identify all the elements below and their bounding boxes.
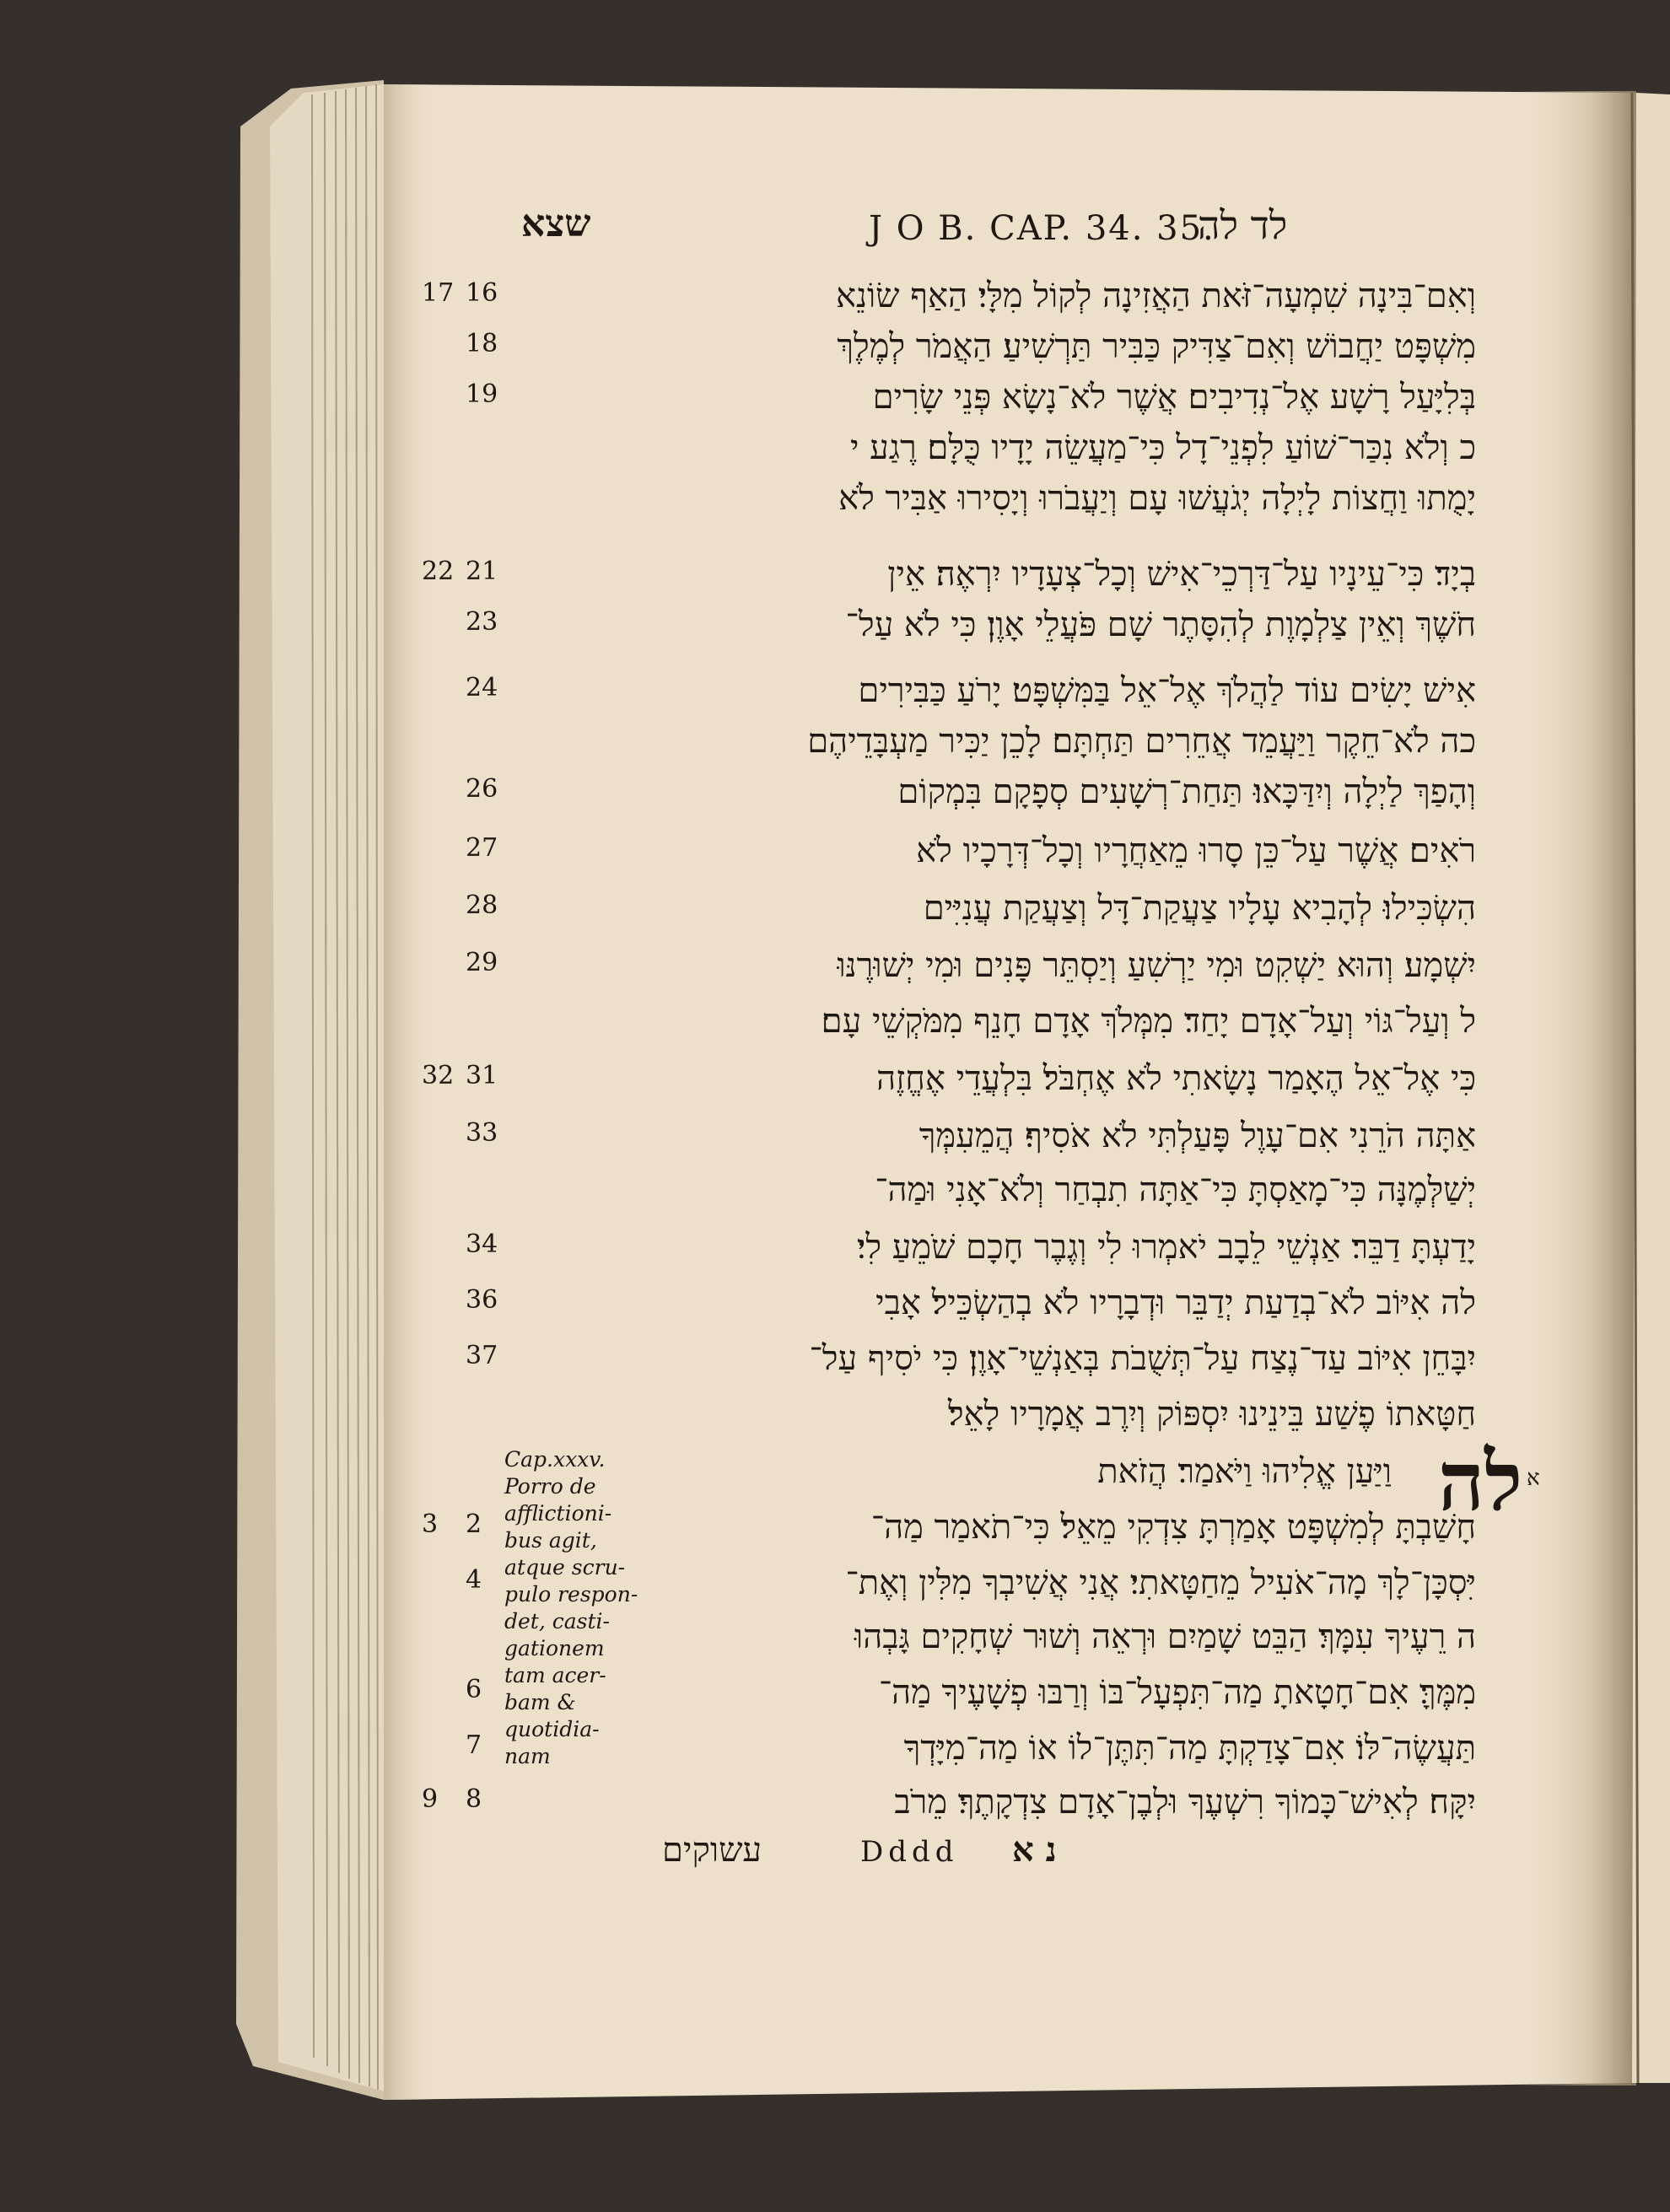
verse-number: 7: [466, 1730, 482, 1760]
verse-line: [422, 552, 1476, 597]
verse-number: 27: [466, 833, 498, 863]
verse-number: 34: [466, 1230, 498, 1259]
verse-line: [422, 602, 1476, 648]
marginal-note-line: gationem: [504, 1636, 605, 1660]
marginal-note-line: pulo respon-: [504, 1582, 638, 1607]
hebrew-text: יִקָּח׃ לְאִישׁ־כָּמוֹךָ רִשְׁעֶךָ וּלְבֶן־אָדָם צִדְקָתֶךָ׃ מֵרֹב: [894, 1783, 1476, 1822]
marginal-note-line: bus agit,: [504, 1528, 597, 1553]
hebrew-text: מִשְׁפָּט יַחֲבוֹשׁ וְאִם־צַדִּיק כַּבִּיר תַּרְשִׁיעַ׃ הַאֲמֹר לְמֶלֶךְ: [837, 327, 1476, 366]
verse-number: 36: [466, 1285, 498, 1315]
hebrew-text: יִבָּחֵן אִיּוֹב עַד־נֶצַח עַל־תְּשֻׁבֹת בְּאַנְשֵׁי־אָוֶן׃ כִּי יֹסִיף עַל־: [809, 1339, 1476, 1378]
hebrew-text: יָמֻתוּ וַחֲצוֹת לָיְלָה יְגֹעֲשׁוּ עָם וְיַעֲבֹרוּ וְיָסִירוּ אַבִּיר לֹא: [838, 479, 1476, 518]
verse-line: [422, 476, 1476, 521]
marginal-note-line: Porro de: [504, 1474, 596, 1499]
marginal-note-line: quotidia-: [504, 1717, 600, 1741]
verse-number: 19: [466, 379, 498, 409]
marginal-note-line: afflictioni-: [504, 1501, 612, 1526]
verse-number: 31: [466, 1061, 498, 1090]
hebrew-text: וְהָפַךְ לַיְלָה וְיִדַּכָּאוּ׃ תַּחַת־רְשָׁעִים סְפָקָם בִּמְקוֹם: [897, 772, 1476, 811]
verse-number: 22: [422, 557, 455, 586]
hebrew-signature-mark: נ א: [1012, 1830, 1057, 1870]
marginal-note: [504, 1446, 639, 1770]
verse-line: [422, 885, 1476, 931]
catchword: עשוקים: [662, 1831, 762, 1870]
hebrew-text: כִּי אֶל־אֵל הֶאָמַר נָשָׂאתִי לֹא אֶחְבֹּל׃ בִּלְעֲדֵי אֶחֱזֶה: [876, 1059, 1476, 1098]
verse-line: [422, 1167, 1476, 1213]
hebrew-text: רֹאִים׃ אֲשֶׁר עַל־כֵּן סָרוּ מֵאַחֲרָיו וְכָל־דְּרָכָיו לֹא: [916, 832, 1476, 870]
verse-number: 26: [466, 774, 498, 804]
marginal-note-line: Cap.xxxv.: [504, 1447, 606, 1472]
running-title-latin: J O B. CAP. 34. 35.: [869, 209, 1215, 248]
verse-line: [422, 1113, 1476, 1159]
hebrew-text: חֹשֶׁךְ וְאֵין צַלְמָוֶת לְהִסָּתֶר שָׁם פֹּעֲלֵי אָוֶן׃ כִּי לֹא עַל־: [845, 605, 1476, 644]
verse-number: 29: [466, 948, 498, 977]
verse-line: [422, 668, 1476, 713]
verse-line: [422, 425, 1476, 471]
hebrew-text: ה רֵעֶיךָ עִמָּךְ׃ הַבֵּט שָׁמַיִם וּרְאֵה וְשׁוּר שְׁחָקִים גָּבְהוּ: [854, 1617, 1476, 1656]
verse-number: 33: [466, 1118, 498, 1148]
verse-number: 28: [466, 891, 498, 920]
verse-line: [422, 1224, 1476, 1270]
verse-line: [422, 374, 1476, 420]
hebrew-text: חַטָּאתוֹ פֶשַׁע בֵּינֵינוּ יִסְפּוֹק וְיִרֶב אֲמָרָיו לָאֵל׃: [947, 1395, 1476, 1434]
verse-line: [422, 1280, 1476, 1326]
hebrew-text: תַּעֲשֶׂה־לּוֹ׃ אִם־צָדַקְתָּ מַה־תִּתֶּן־לוֹ אוֹ מַה־מִיָּדְךָ: [903, 1729, 1476, 1768]
verse-number: 9: [422, 1784, 439, 1814]
verse-line: [422, 769, 1476, 815]
verse-number: 37: [466, 1341, 498, 1370]
hebrew-text: וַיַּעַן אֱלִיהוּ וַיֹּאמַר׃ הֲזֹאת: [1097, 1452, 1392, 1491]
marginal-note-line: atque scru-: [504, 1555, 626, 1580]
verse-number: 18: [466, 329, 498, 358]
verse-line: [422, 1336, 1476, 1381]
verse-line: [422, 1056, 1476, 1101]
hebrew-text: וְאִם־בִּינָה שִׁמְעָה־זֹּאת הַאֲזִינָה לְקוֹל מִלָּי׃ הַאַף שׂוֹנֵא: [835, 277, 1476, 315]
verse-line: [422, 828, 1476, 874]
hebrew-text: הִשְׂכִּילוּ׃ לְהָבִיא עָלָיו צַעֲקַת־דָּל וְצַעֲקַת עֲנִיִּים: [923, 889, 1476, 928]
verse-line: [422, 273, 1476, 319]
running-title-hebrew: לד לה: [1198, 202, 1288, 248]
hebrew-text: כ וְלֹא נִכַּר־שׁוֹעַ לִפְנֵי־דָל כִּי־מַעֲשֵׂה יָדָיו כֻּלָּם׃ רֶגַע י: [849, 428, 1476, 467]
verse-line: [422, 1391, 1476, 1437]
hebrew-text: יִּסְכָּן־לָךְ מָה־אֹעִיל מֵחַטָּאתִי׃ אֲנִי אֲשִׁיבְךָ מִלִּין וְאֶת־: [845, 1563, 1476, 1602]
hebrew-text: בְּלִיָּעַל רָשָׁע אֶל־נְדִיבִים׃ אֲשֶׁר לֹא־נָשָׂא פְּנֵי שָׂרִים: [872, 378, 1476, 417]
folio-hebrew: שצא: [521, 202, 591, 245]
signature-mark: Dddd: [860, 1835, 959, 1869]
chapter-verse-mark: א: [1527, 1466, 1540, 1491]
hebrew-text: יְשַׁלְּמֶנָּה כִּי־מָאַסְתָּ כִּי־אַתָּה תִבְחַר וְלֹא־אָנִי וּמַה־: [875, 1171, 1476, 1209]
verse-line: [422, 1779, 1476, 1825]
hebrew-text: יָדַעְתָּ דַבֵּר׃ אַנְשֵׁי לֵבָב יֹאמְרוּ לִי וְגֶבֶר חָכָם שֹׁמֵעַ לִי׃: [856, 1228, 1476, 1267]
hebrew-text: בְיָד׃ כִּי־עֵינָיו עַל־דַּרְכֵי־אִישׁ וְכָל־צְעָדָיו יִרְאֶה׃ אֵין: [887, 555, 1476, 594]
marginal-note-line: nam: [504, 1744, 551, 1768]
hebrew-text: חָשַׁבְתָּ לְמִשְׁפָּט אָמַרְתָּ צִדְקִי מֵאֵל׃ כִּי־תֹאמַר מַה־: [870, 1508, 1476, 1547]
verse-number: 17: [422, 278, 455, 308]
verse-number: 23: [466, 607, 498, 637]
verse-line: [422, 718, 1476, 764]
verse-number: 8: [466, 1784, 482, 1814]
hebrew-text: אַתָּה הֹרֵנִי אִם־עָוֶל פָּעַלְתִּי לֹא אֹסִיף׃ הֲמֵעִמְּךָ: [918, 1117, 1476, 1155]
verse-number: 21: [466, 557, 498, 586]
marginal-note-line: tam acer-: [504, 1663, 606, 1687]
verse-line: [422, 324, 1476, 369]
verse-line: [422, 943, 1476, 988]
hebrew-text: מִמֶּךָּ׃ אִם־חָטָאתָ מַה־תִּפְעָל־בּוֹ וְרַבּוּ פְשָׁעֶיךָ מַה־: [878, 1673, 1476, 1712]
verse-number: 16: [466, 278, 498, 308]
hebrew-text: יִשְׁמָע׃ וְהוּא יַשְׁקִט וּמִי יַרְשִׁעַ וְיַסְתֵּר פָּנִים וּמִי יְשׁוּרֶנּוּ: [837, 946, 1476, 985]
verse-number: 24: [466, 673, 498, 702]
hebrew-text: כה לֹא־חֵקֶר וַיַּעֲמֵד אֲחֵרִים תַּחְתָּם׃ לָכֵן יַכִּיר מַעְבָּדֵיהֶם: [807, 722, 1476, 761]
verse-line: [422, 998, 1476, 1044]
marginal-note-line: bam &: [504, 1690, 576, 1714]
hebrew-text: ל וְעַל־גּוֹי וְעַל־אָדָם יָחַד׃ מִמְּלֹךְ אָדָם חָנֵף מִמֹּקְשֵׁי עָם׃: [821, 1002, 1476, 1041]
verse-number: 6: [466, 1675, 482, 1704]
verse-number: 2: [466, 1510, 482, 1539]
hebrew-text: אִישׁ יָשִׂים עוֹד לַהֲלֹךְ אֶל־אֵל בַּמִּשְׁפָּט׃ יָרֹעַ כַּבִּירִים: [858, 671, 1476, 710]
verse-number: 3: [422, 1510, 439, 1539]
verse-number: 4: [466, 1565, 482, 1595]
hebrew-text: לה אִיּוֹב לֹא־בְדַעַת יְדַבֵּר וּדְבָרָיו לֹא בְהַשְׂכֵּיל׃ אָבִי: [875, 1284, 1476, 1322]
verse-number: 32: [422, 1061, 455, 1090]
marginal-note-line: det, casti-: [504, 1609, 610, 1633]
chapter-marker: לה: [1438, 1434, 1523, 1529]
